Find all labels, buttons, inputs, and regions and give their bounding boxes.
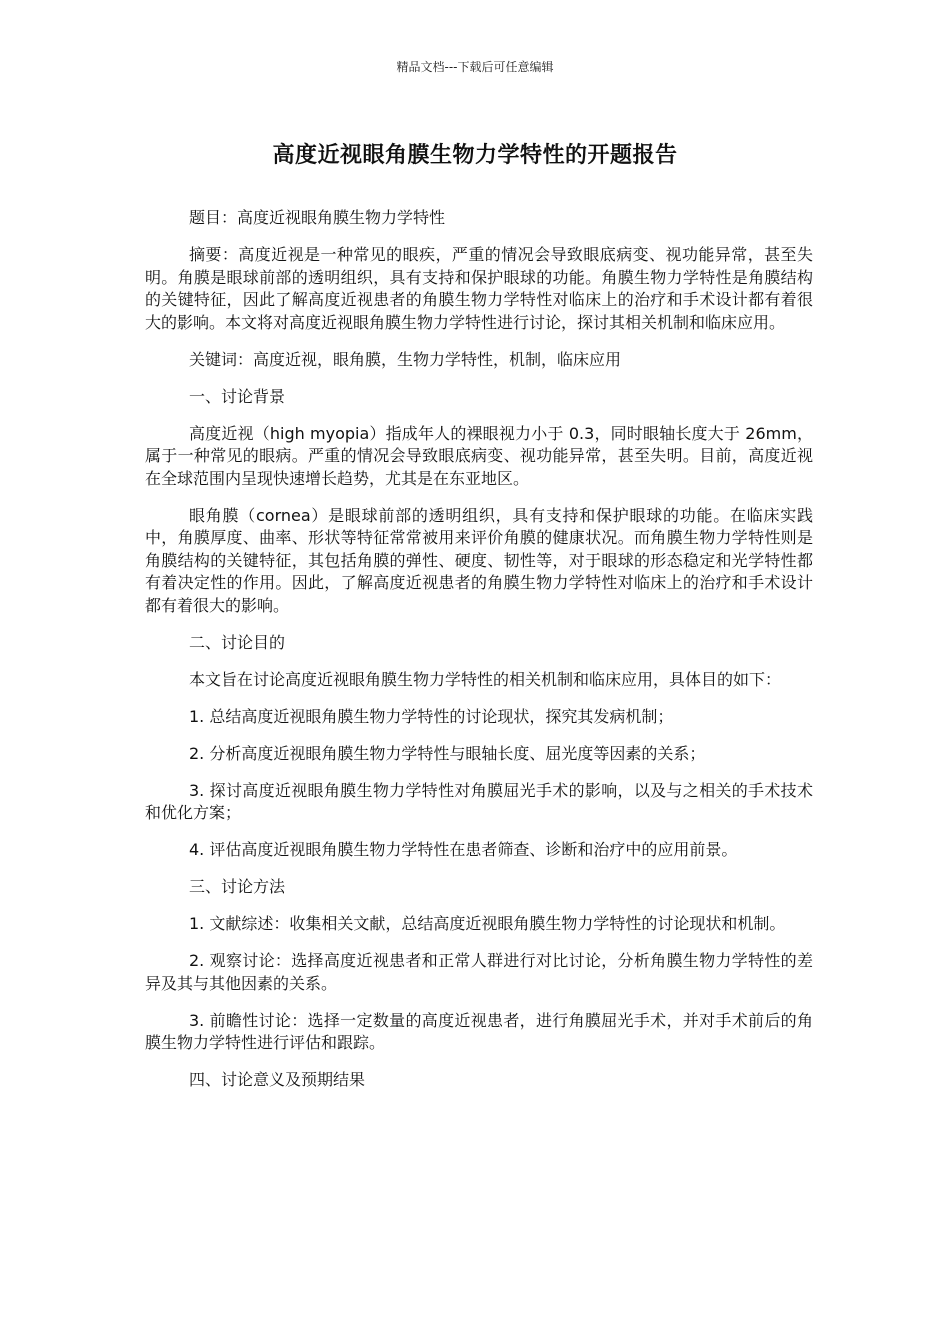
purpose-item-3: 3. 探讨高度近视眼角膜生物力学特性对角膜屈光手术的影响，以及与之相关的手术技术和优化方案；: [145, 780, 813, 822]
subject-line: 题目：高度近视眼角膜生物力学特性: [189, 208, 446, 227]
page-header: 精品文档---下载后可任意编辑: [396, 60, 554, 74]
method-item-2: 2. 观察讨论：选择高度近视患者和正常人群进行对比讨论，分析角膜生物力学特性的差异及其与其他因素的关系。: [145, 951, 813, 993]
method-item-1: 1. 文献综述：收集相关文献，总结高度近视眼角膜生物力学特性的讨论现状和机制。: [189, 914, 786, 933]
section-heading-methods: 三、讨论方法: [189, 877, 286, 896]
document-title: 高度近视眼角膜生物力学特性的开题报告: [272, 143, 678, 168]
section-heading-background: 一、讨论背景: [189, 386, 286, 406]
background-paragraph-1: 高度近视（high myopia）指成年人的裸眼视力小于 0.3，同时眼轴长度大于 26mm，属于一种常见的眼病。严重的情况会导致眼底病变、视功能异常，甚至失明。目前，高度近视在全球范围内呈现快速增长趋势，尤其是在东亚地区。: [145, 423, 813, 488]
section-heading-purpose: 二、讨论目的: [189, 632, 286, 652]
purpose-item-4: 4. 评估高度近视眼角膜生物力学特性在患者筛查、诊断和治疗中的应用前景。: [189, 840, 738, 859]
document-body: [145, 207, 813, 1106]
purpose-item-1: 1. 总结高度近视眼角膜生物力学特性的讨论现状，探究其发病机制；: [189, 706, 674, 726]
purpose-intro: 本文旨在讨论高度近视眼角膜生物力学特性的相关机制和临床应用，具体目的如下：: [189, 669, 782, 689]
purpose-item-2: 2. 分析高度近视眼角膜生物力学特性与眼轴长度、屈光度等因素的关系；: [189, 743, 706, 763]
section-heading-significance: 四、讨论意义及预期结果: [189, 1070, 366, 1089]
background-paragraph-2: 眼角膜（cornea）是眼球前部的透明组织，具有支持和保护眼球的功能。在临床实践中，角膜厚度、曲率、形状等特征常常被用来评价角膜的健康状况。而角膜生物力学特性则是角膜结构的关键特征，其包括角膜的弹性、硬度、韧性等，对于眼球的形态稳定和光学特性都有着决定性的作用。因此，了解高度近视患者的角膜生物力学特性对临床上的治疗和手术设计都有着很大的影响。: [145, 505, 813, 615]
keywords-line: 关键词：高度近视，眼角膜，生物力学特性，机制，临床应用: [189, 349, 622, 369]
method-item-3: 3. 前瞻性讨论：选择一定数量的高度近视患者，进行角膜屈光手术，并对手术前后的角膜生物力学特性进行评估和跟踪。: [145, 1010, 813, 1052]
abstract-paragraph: 摘要：高度近视是一种常见的眼疾，严重的情况会导致眼底病变、视功能异常，甚至失明。角膜是眼球前部的透明组织，具有支持和保护眼球的功能。角膜生物力学特性是角膜结构的关键特征，因此了解高度近视患者的角膜生物力学特性对临床上的治疗和手术设计都有着很大的影响。本文将对高度近视眼角膜生物力学特性进行讨论，探讨其相关机制和临床应用。: [145, 245, 813, 332]
